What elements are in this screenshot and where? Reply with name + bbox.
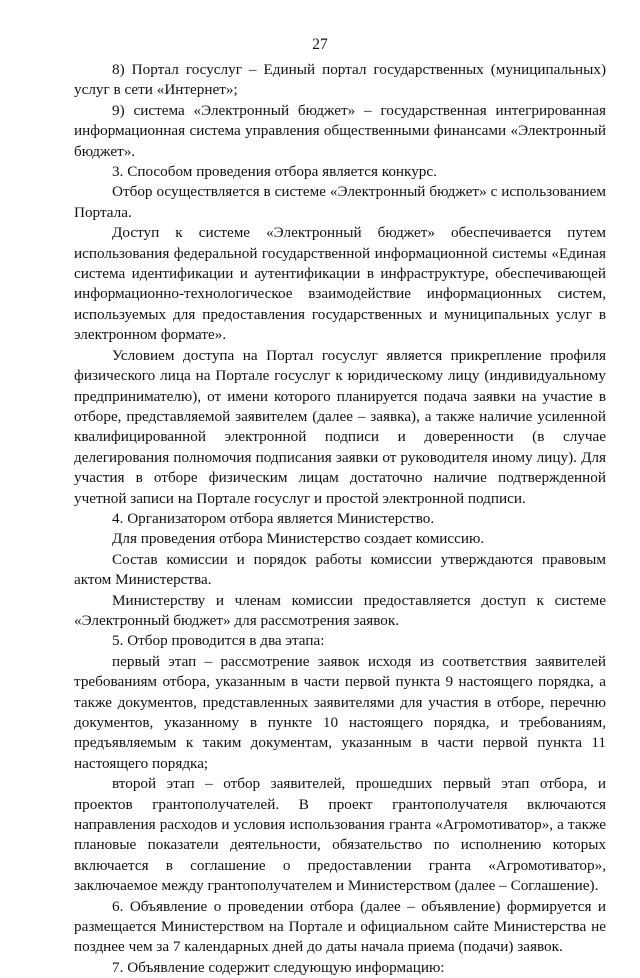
paragraph-portal-access-conditions: Условием доступа на Портал госуслуг является прикрепление профиля физического лица на Портале госуслуг к юридическому лицу (индивидуальному предпринимателю), от имени которого планируется подача заявки на участие в отборе, представляемой заявителем (далее – заявка), а также наличие усиленной квалифицированной электронной подписи и доверенности (в случае делегирования полномочия подписания заявки от руководителя иному лицу). Для участия в отборе физическим лицам достаточно наличие подтвержденной учетной записи на Портале госуслуг и простой электронной подписи. bbox=[74, 346, 606, 507]
paragraph-announcement-content: 7. Объявление содержит следующую информацию: bbox=[112, 958, 445, 976]
paragraph-commission-composition: Состав комиссии и порядок работы комиссии утверждаются правовым актом Министерства. bbox=[74, 550, 606, 589]
paragraph-organizer: 4. Организатором отбора является Министерство. bbox=[112, 509, 435, 527]
paragraph-budget-system-definition: 9) система «Электронный бюджет» – государственная интегрированная информационная система управления общественными финансами «Электронный бюджет». bbox=[74, 101, 606, 160]
document-body bbox=[74, 60, 606, 978]
page-number: 27 bbox=[312, 36, 328, 53]
paragraph-portal-definition: 8) Портал госуслуг – Единый портал государственных (муниципальных) услуг в сети «Интернет»; bbox=[74, 61, 606, 99]
paragraph-announcement: 6. Объявление о проведении отбора (далее – объявление) формируется и размещается Министерством на Портале и официальном сайте Министерства не позднее чем за 7 календарных дней до даты начала приема (подачи) заявок. bbox=[74, 897, 606, 956]
paragraph-selection-system: Отбор осуществляется в системе «Электронный бюджет» с использованием Портала. bbox=[74, 183, 606, 221]
paragraph-selection-method: 3. Способом проведения отбора является конкурс. bbox=[112, 163, 437, 181]
paragraph-commission-access: Министерству и членам комиссии предоставляется доступ к системе «Электронный бюджет» для рассмотрения заявок. bbox=[74, 591, 606, 629]
paragraph-second-stage: второй этап – отбор заявителей, прошедших первый этап отбора, и проектов грантополучателей. В проект грантополучателя включаются направления расходов и условия использования гранта «Агромотиватор», а также плановые показатели деятельности, обязательство по исполнению которых включается в соглашение о предоставлении гранта «Агромотиватор», заключаемое между грантополучателем и Министерством (далее – Соглашение). bbox=[74, 775, 606, 895]
paragraph-system-access: Доступ к системе «Электронный бюджет» обеспечивается путем использования федеральной государственной информационной системы «Единая система идентификации и аутентификации в инфраструктуре, обеспечивающей информационно-технологическое взаимодействие информационных систем, используемых для предоставления государственных и муниципальных услуг в электронном формате». bbox=[74, 224, 606, 344]
paragraph-first-stage: первый этап – рассмотрение заявок исходя из соответствия заявителей требованиям отбора, указанным в части первой пункта 9 настоящего порядка, а также документов, представленных заявителями для участия в отборе, перечню документов, указанному в пункте 10 настоящего порядка, и требованиям, предъявляемым к таким документам, указанным в части первой пункта 11 настоящего порядка; bbox=[74, 652, 606, 772]
paragraph-two-stages: 5. Отбор проводится в два этапа: bbox=[112, 632, 325, 650]
paragraph-commission: Для проведения отбора Министерство создает комиссию. bbox=[112, 530, 485, 548]
